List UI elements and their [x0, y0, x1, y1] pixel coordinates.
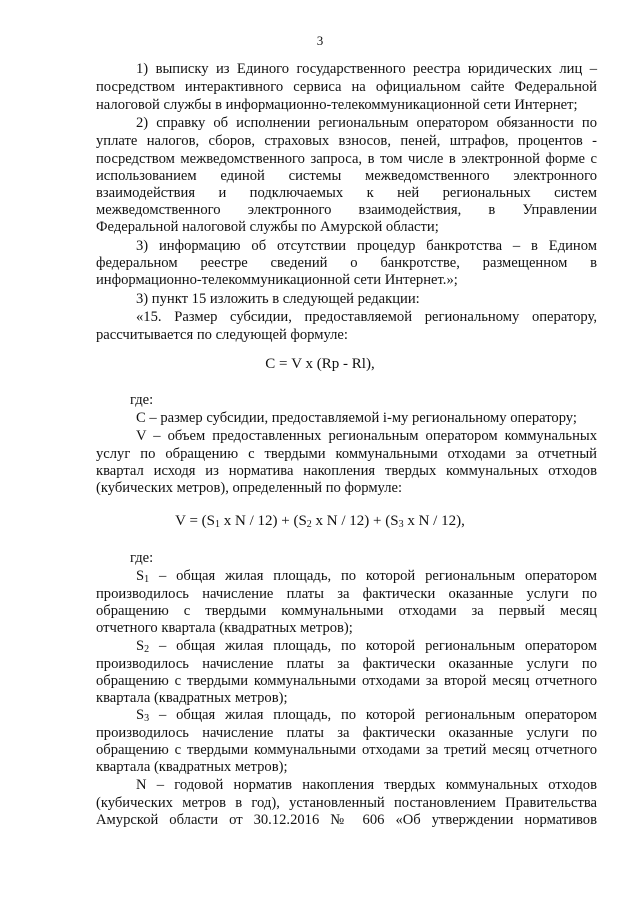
text-line: V – объем предоставленных региональным оператором коммунальных: [136, 428, 597, 444]
formula-subsidy: С = V x (Rp - Rl),: [265, 356, 375, 372]
text-line-s1: $S_1$ – общая жилая площадь, по которой региональным оператором: [136, 568, 597, 585]
text-line-s2: $S_2$ – общая жилая площадь, по которой региональным оператором: [136, 638, 597, 655]
text-line: N – годовой норматив накопления твердых коммунальных отходов: [136, 777, 597, 793]
text-line: услуг по обращению с твердыми коммунальными отходами за отчетный: [96, 446, 597, 462]
text-line: налоговой службы в информационно-телекоммуникационной сети Интернет;: [96, 97, 578, 113]
text-line: (кубических метров), определенный по формуле:: [96, 480, 403, 496]
text-line: отчетного квартала (квадратных метров);: [96, 620, 353, 636]
text-line: 1) выписку из Единого государственного реестра юридических лиц –: [136, 61, 597, 77]
text-line: обращению с твердыми коммунальными отходами за первый месяц: [96, 603, 597, 619]
text-line: посредством интерактивного сервиса на официальном сайте Федеральной: [96, 79, 597, 95]
text-line: производилось начисление платы за фактически оказанные услуги по: [96, 586, 597, 602]
page-number: 3: [316, 33, 324, 48]
text-line: где:: [130, 550, 154, 566]
text-line: информационно-телекоммуникационной сети Интернет.»;: [96, 272, 458, 288]
text-line: Амурской области от 30.12.2016 № 606 «Об утверждении нормативов: [96, 812, 597, 828]
text-line: Федеральной налоговой службы по Амурской области;: [96, 219, 439, 235]
text-line: производилось начисление платы за фактически оказанные услуги по: [96, 656, 597, 672]
text-line: посредством межведомственного запроса, в том числе в электронной форме с: [96, 151, 597, 167]
text-line: федеральном реестре сведений о банкротстве, размещенном в: [96, 255, 597, 271]
text-line: обращению с твердыми коммунальными отходами за третий месяц отчетного: [96, 742, 597, 758]
text-line: рассчитывается по следующей формуле:: [96, 327, 348, 343]
text-line: обращению с твердыми коммунальными отходами за второй месяц отчетного: [96, 673, 597, 689]
text-line: где:: [130, 392, 154, 408]
text-line: межведомственного электронного взаимодействия, в Управлении: [96, 202, 597, 218]
text-line: взаимодействия и подключаемых к ней региональных систем: [96, 185, 597, 201]
text-line: 2) справку об исполнении региональным оператором обязанности по: [136, 115, 597, 131]
text-line: «15. Размер субсидии, предоставляемой региональному оператору,: [136, 309, 597, 325]
text-line: квартал исходя из норматива накопления твердых коммунальных отходов: [96, 463, 597, 479]
text-line-s3: $S_3$ – общая жилая площадь, по которой региональным оператором: [136, 707, 597, 724]
text-line: использованием единой системы межведомственного электронного: [96, 168, 597, 184]
text-line: квартала (квадратных метров);: [96, 759, 288, 775]
text-line: квартала (квадратных метров);: [96, 690, 288, 706]
text-line: С – размер субсидии, предоставляемой i-му региональному оператору;: [136, 410, 577, 426]
text-line: уплате налогов, сборов, страховых взносов, пеней, штрафов, процентов -: [96, 133, 597, 149]
text-line: производилось начисление платы за фактически оказанные услуги по: [96, 725, 597, 741]
formula-volume: $V = (S_1$ x $N / 12) + (S_2$ x $N / 12) + (S_3$ x N / 12),: [175, 513, 465, 530]
text-line: 3) пункт 15 изложить в следующей редакции:: [136, 291, 420, 307]
text-line: 3) информацию об отсутствии процедур банкротства – в Едином: [136, 238, 597, 254]
text-line: (кубических метров в год), установленный постановлением Правительства: [96, 795, 597, 811]
